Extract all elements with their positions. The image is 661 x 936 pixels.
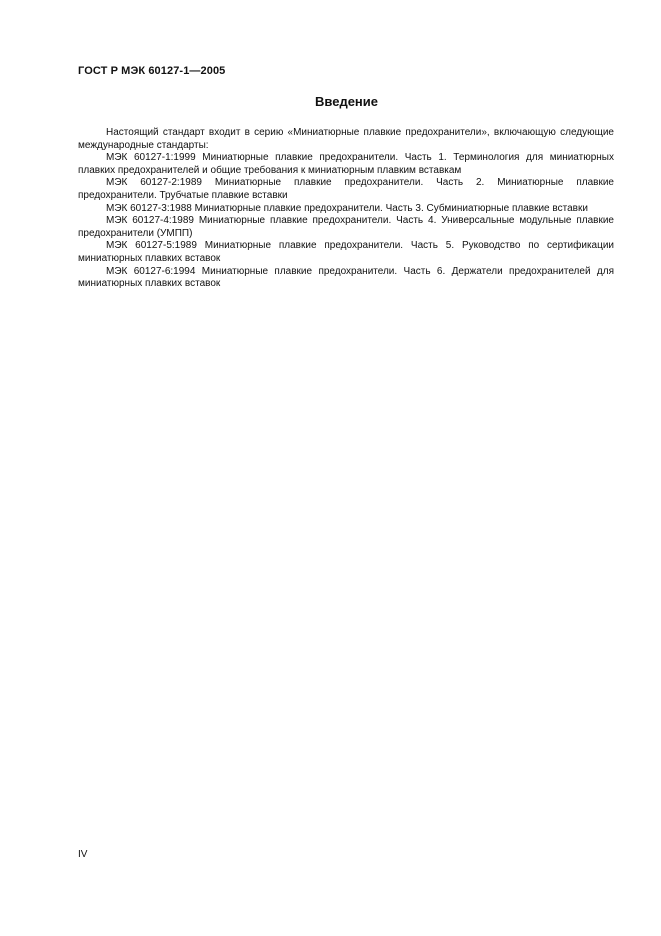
standard-item-part-2: МЭК 60127-2:1989 Миниатюрные плавкие предохранители. Часть 2. Миниатюрные плавкие предохранители. Трубчатые плавкие вставки	[78, 177, 614, 201]
standard-item-part-3: МЭК 60127-3:1988 Миниатюрные плавкие предохранители. Часть 3. Субминиатюрные плавкие вставки	[106, 202, 588, 214]
standard-item-part-6: МЭК 60127-6:1994 Миниатюрные плавкие предохранители. Часть 6. Держатели предохранителей для миниатюрных плавких вставок	[78, 265, 614, 290]
standard-item-part-5: МЭК 60127-5:1989 Миниатюрные плавкие предохранители. Часть 5. Руководство по сертификации миниатюрных плавких вставок	[78, 240, 614, 264]
intro-body	[78, 127, 614, 291]
page-number: IV	[78, 849, 88, 860]
intro-paragraph: Настоящий стандарт входит в серию «Миниатюрные плавкие предохранители», включающую следующие международные стандарты:	[78, 127, 614, 151]
document-header: ГОСТ Р МЭК 60127-1—2005	[78, 65, 226, 77]
section-title: Введение	[315, 94, 378, 109]
standard-item-part-4: МЭК 60127-4:1989 Миниатюрные плавкие предохранители. Часть 4. Универсальные модульные плавкие предохранители (УМПП)	[78, 215, 614, 239]
standard-item-part-1: МЭК 60127-1:1999 Миниатюрные плавкие предохранители. Часть 1. Терминология для миниатюрных плавких предохранителей и общие требования к миниатюрным плавким вставкам	[78, 152, 614, 176]
